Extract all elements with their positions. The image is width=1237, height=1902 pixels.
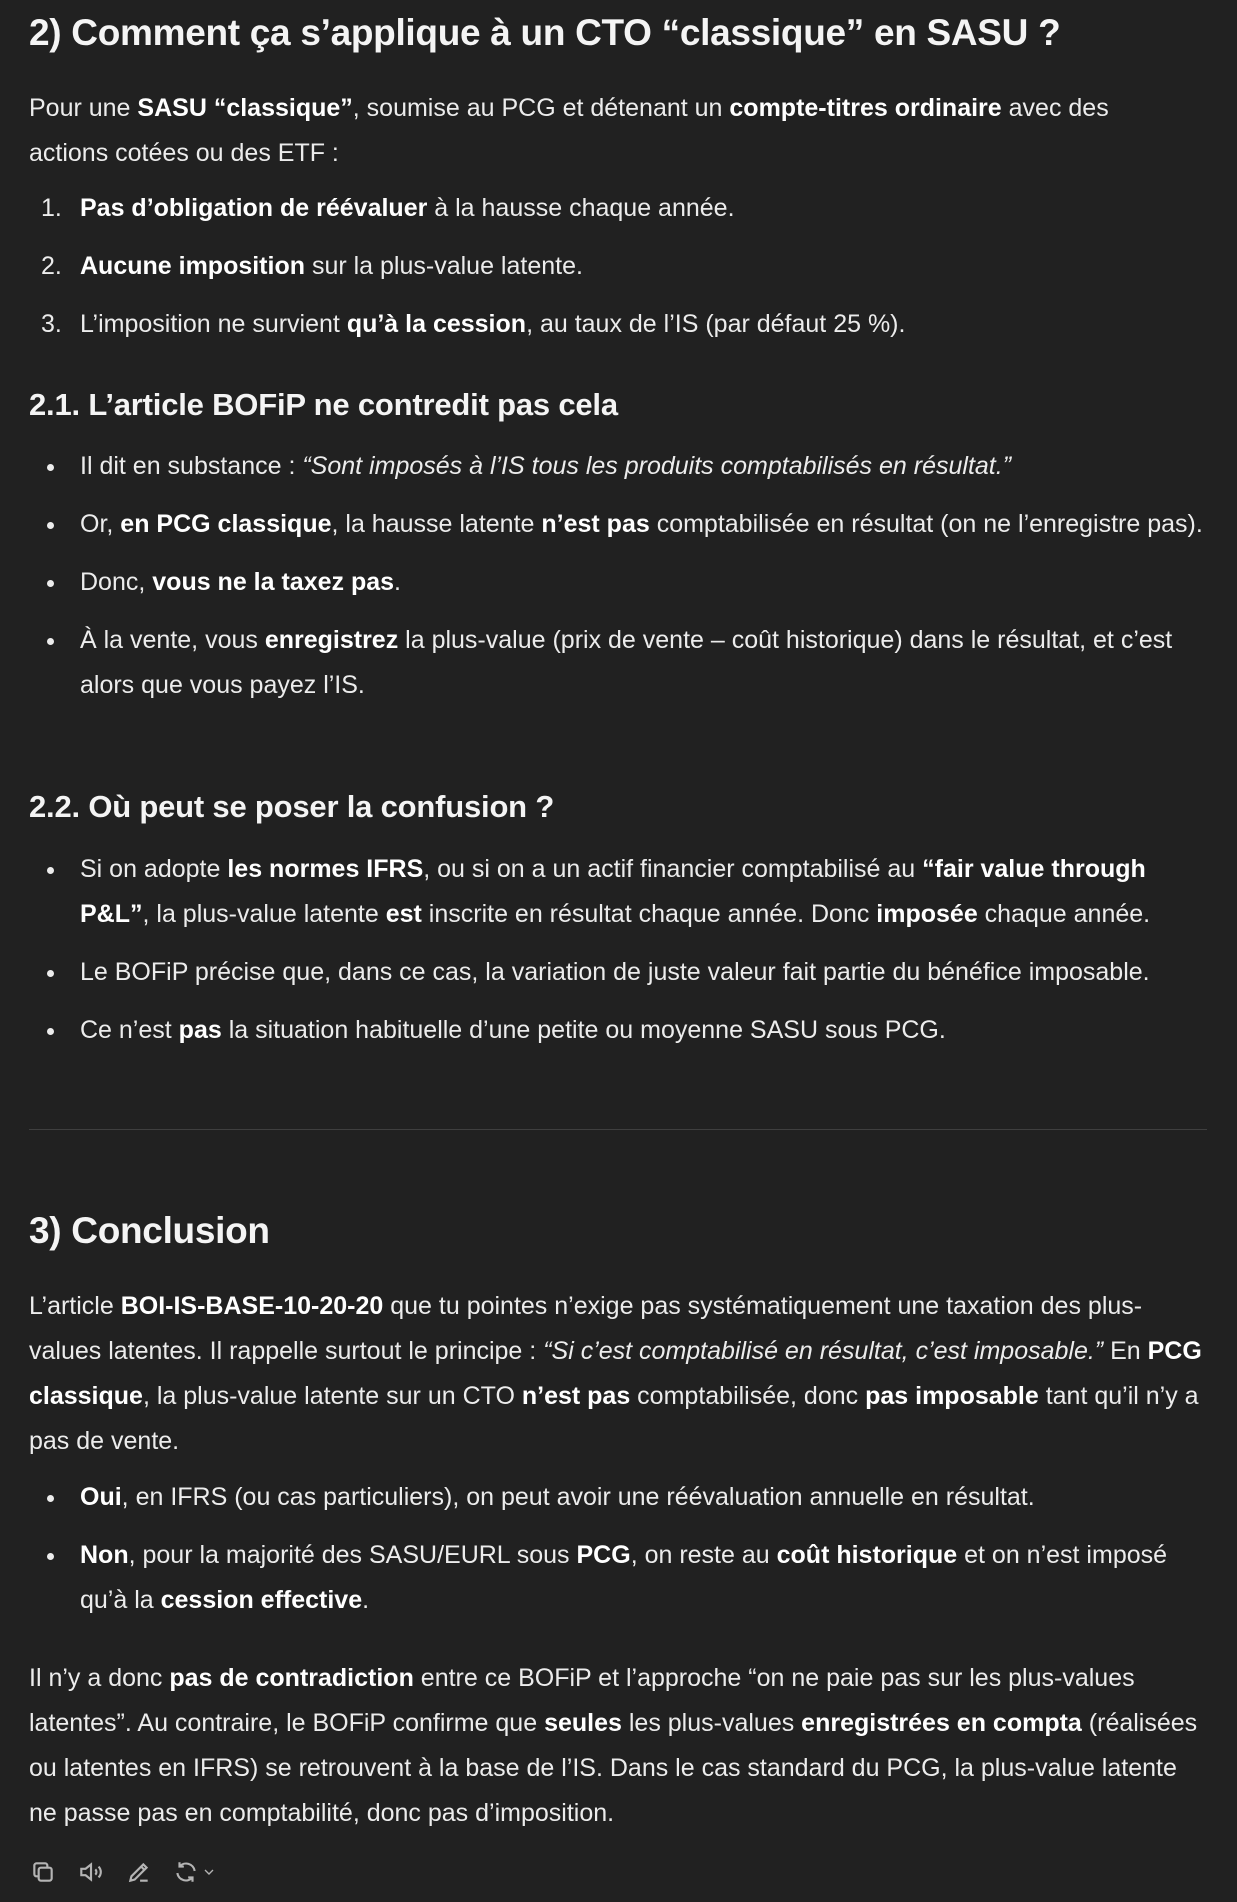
regenerate-icon — [173, 1859, 199, 1885]
bullet-icon — [47, 522, 54, 529]
copy-button[interactable] — [29, 1858, 57, 1886]
read-aloud-button[interactable] — [77, 1858, 105, 1886]
bullet-icon — [47, 1553, 54, 1560]
bold-text: Aucune imposition — [80, 252, 305, 280]
list-item: 3. L’imposition ne survient qu’à la cession, au taux de l’IS (par défaut 25 %). — [29, 302, 1209, 347]
list-item: Ce n’est pas la situation habituelle d’une petite ou moyenne SASU sous PCG. — [29, 1008, 1209, 1053]
section-2-heading: 2) Comment ça s’applique à un CTO “classique” en SASU ? — [29, 12, 1061, 53]
list-item: Il dit en substance : “Sont imposés à l’IS tous les produits comptabilisés en résultat.” — [29, 444, 1209, 489]
edit-button[interactable] — [125, 1858, 153, 1886]
list-item: 1. Pas d’obligation de réévaluer à la hausse chaque année. — [29, 186, 1209, 231]
regenerate-button[interactable] — [173, 1858, 217, 1886]
section-2-list — [29, 186, 1209, 347]
list-item: Si on adopte les normes IFRS, ou si on a un actif financier comptabilisé au “fair value through P&L”, la plus-value latente est inscrite en résultat chaque année. Donc imposée chaque année. — [29, 847, 1209, 937]
bold-text: coût historique — [776, 1541, 958, 1569]
conclusion-paragraph: L’article BOI-IS-BASE-10-20-20 que tu pointes n’exige pas systématiquement une taxation des plus-values latentes. Il rappelle surtout le principe : “Si c’est comptabilisé en résultat, c’est imposable.” En PCG classique, la plus-value latente sur un CTO n’est pas comptabilisée, donc pas imposable tant qu’il n’y a pas de vente. — [29, 1292, 1202, 1455]
bullet-icon — [47, 1495, 54, 1502]
list-number: 3. — [41, 310, 62, 338]
read-aloud-icon — [77, 1859, 105, 1885]
divider — [29, 1129, 1207, 1130]
bold-text: BOI-IS-BASE-10-20-20 — [120, 1292, 384, 1320]
bold-text: pas — [178, 1016, 222, 1044]
bold-text: enregistrées en compta — [801, 1709, 1082, 1737]
copy-icon — [30, 1859, 56, 1885]
list-item: Non, pour la majorité des SASU/EURL sous PCG, on reste au coût historique et on n’est imposé qu’à la cession effective. — [29, 1533, 1209, 1623]
bold-text: pas de contradiction — [169, 1664, 414, 1692]
section-2-2-heading: 2.2. Où peut se poser la confusion ? — [29, 789, 555, 824]
bold-text: Oui — [80, 1483, 122, 1511]
edit-icon — [126, 1859, 152, 1885]
bullet-icon — [47, 1028, 54, 1035]
message-actions-toolbar — [29, 1858, 217, 1886]
bold-text: vous ne la taxez pas — [152, 568, 395, 596]
list-number: 1. — [41, 194, 62, 222]
chevron-down-icon — [201, 1864, 217, 1880]
section-2-2-list — [29, 847, 1209, 1053]
bullet-icon — [47, 580, 54, 587]
bold-text: Non — [80, 1541, 129, 1569]
bold-text: enregistrez — [264, 626, 399, 654]
bold-text: PCG — [576, 1541, 631, 1569]
italic-text: “Sont imposés à l’IS tous les produits comptabilisés en résultat.” — [302, 452, 1012, 480]
bullet-icon — [47, 464, 54, 471]
section-2-intro: Pour une SASU “classique”, soumise au PCG et détenant un compte-titres ordinaire avec des actions cotées ou des ETF : — [29, 94, 1109, 167]
list-item: À la vente, vous enregistrez la plus-value (prix de vente – coût historique) dans le résultat, et c’est alors que vous payez l’IS. — [29, 618, 1209, 708]
list-item: Or, en PCG classique, la hausse latente n’est pas comptabilisée en résultat (on ne l’enregistre pas). — [29, 502, 1209, 547]
section-2-1-list — [29, 444, 1209, 708]
bullet-icon — [47, 970, 54, 977]
bullet-icon — [47, 638, 54, 645]
bold-text: Pas d’obligation de réévaluer — [80, 194, 428, 222]
bold-text: n’est pas — [541, 510, 650, 538]
list-item: Donc, vous ne la taxez pas. — [29, 560, 1209, 605]
bold-text: pas imposable — [865, 1382, 1039, 1410]
bold-text: n’est pas — [521, 1382, 631, 1410]
bold-text: seules — [544, 1709, 622, 1737]
bold-text: imposée — [876, 900, 978, 928]
closing-paragraph: Il n’y a donc pas de contradiction entre ce BOFiP et l’approche “on ne paie pas sur les plus-values latentes”. Au contraire, le BOFiP confirme que seules les plus-values enregistrées en compta (réalisées ou latentes en IFRS) se retrouvent à la base de l’IS. Dans le cas standard du PCG, la plus-value latente ne passe pas en comptabilité, donc pas d’imposition. — [29, 1664, 1198, 1827]
conclusion-list — [29, 1475, 1209, 1623]
bold-text: compte-titres ordinaire — [729, 94, 1002, 122]
bold-text: SASU “classique” — [137, 94, 353, 122]
bold-text: PCG classique — [29, 1337, 1202, 1410]
list-item: 2. Aucune imposition sur la plus-value latente. — [29, 244, 1209, 289]
bold-text: “fair value through P&L” — [80, 855, 1146, 928]
list-item: Oui, en IFRS (ou cas particuliers), on peut avoir une réévaluation annuelle en résultat. — [29, 1475, 1209, 1520]
italic-text: “Si c’est comptabilisé en résultat, c’est imposable.” — [543, 1337, 1104, 1365]
bold-text: est — [385, 900, 422, 928]
bold-text: en PCG classique — [120, 510, 332, 538]
section-2-1-heading: 2.1. L’article BOFiP ne contredit pas cela — [29, 387, 618, 422]
bold-text: les normes IFRS — [227, 855, 424, 883]
bullet-icon — [47, 867, 54, 874]
bold-text: cession effective — [160, 1586, 363, 1614]
bold-text: qu’à la cession — [346, 310, 527, 338]
section-3-heading: 3) Conclusion — [29, 1210, 270, 1251]
list-number: 2. — [41, 252, 62, 280]
list-item: Le BOFiP précise que, dans ce cas, la variation de juste valeur fait partie du bénéfice imposable. — [29, 950, 1209, 995]
